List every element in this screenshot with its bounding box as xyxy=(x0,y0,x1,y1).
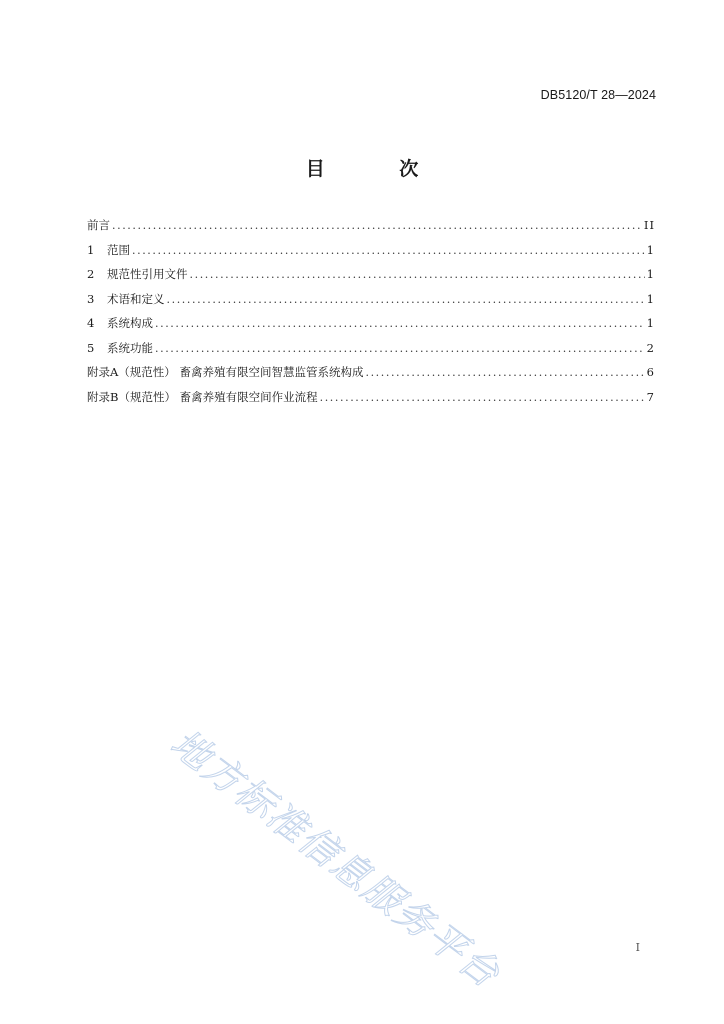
toc-entry-system-functions[interactable] xyxy=(87,340,655,365)
toc-entry-terms-definitions[interactable] xyxy=(87,291,655,316)
toc-title: 目 次 xyxy=(305,158,453,180)
toc-entry-label: 系统构成 xyxy=(107,316,153,330)
toc-leader-dots xyxy=(167,293,645,306)
toc-entry-number: 1 xyxy=(87,242,95,257)
toc-entry-number: 2 xyxy=(87,267,95,281)
toc-leader-dots xyxy=(365,366,644,379)
toc-entry-number: 4 xyxy=(87,316,95,330)
toc-entry-label: 附录A（规范性） 畜禽养殖有限空间智慧监管系统构成 xyxy=(87,365,364,379)
toc-leader-dots xyxy=(190,268,645,281)
toc-leader-dots xyxy=(132,244,645,257)
toc-entry-foreword[interactable] xyxy=(87,217,655,242)
toc-entry-scope[interactable] xyxy=(87,242,655,267)
toc-entry-page: 1 xyxy=(646,291,655,306)
toc-entry-page: 1 xyxy=(646,316,655,330)
toc-entry-page: 7 xyxy=(646,389,655,404)
table-of-contents xyxy=(87,217,655,413)
toc-leader-dots xyxy=(320,391,645,404)
document-code: DB5120/T 28—2024 xyxy=(540,88,656,102)
toc-entry-page: 2 xyxy=(646,340,655,355)
toc-entry-label: 附录B（规范性） 畜禽养殖有限空间作业流程 xyxy=(87,389,318,404)
toc-entry-page: II xyxy=(643,218,655,232)
toc-entry-page: 1 xyxy=(646,267,655,281)
toc-leader-dots xyxy=(155,342,645,355)
toc-entry-appendix-b[interactable] xyxy=(87,389,655,414)
toc-leader-dots xyxy=(155,317,645,330)
toc-entry-label: 前言 xyxy=(87,218,110,232)
toc-entry-label: 术语和定义 xyxy=(107,291,165,306)
toc-entry-appendix-a[interactable] xyxy=(87,364,655,389)
toc-entry-label: 规范性引用文件 xyxy=(107,267,188,281)
toc-entry-label: 系统功能 xyxy=(107,340,153,355)
toc-entry-page: 1 xyxy=(646,242,655,257)
page-number: I xyxy=(635,941,640,954)
toc-leader-dots xyxy=(112,219,642,232)
toc-entry-number: 5 xyxy=(87,340,95,355)
toc-entry-label: 范围 xyxy=(107,242,130,257)
toc-entry-system-composition[interactable] xyxy=(87,315,655,340)
watermark: 地方标准信息服务平台 xyxy=(162,720,509,997)
toc-entry-page: 6 xyxy=(646,365,655,379)
toc-entry-normative-references[interactable] xyxy=(87,266,655,291)
toc-entry-number: 3 xyxy=(87,291,95,306)
